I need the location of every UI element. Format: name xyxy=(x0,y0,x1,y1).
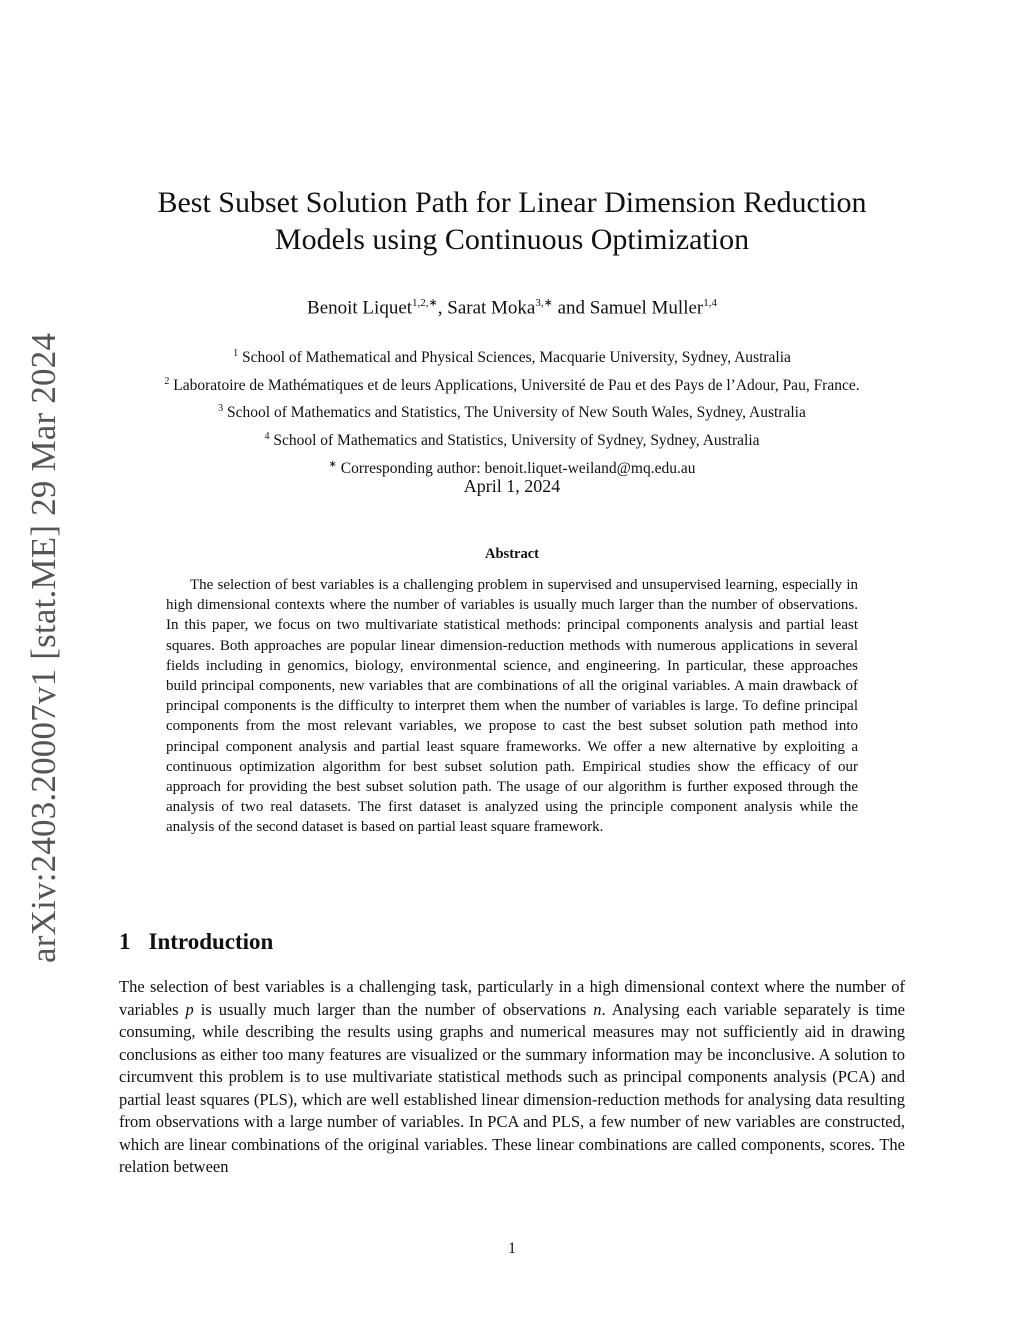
title-line-1: Best Subset Solution Path for Linear Dimension Reduction xyxy=(157,186,867,219)
intro-text: The selection of best variables is a challenging task, particularly in a high dimensional context where the number of variables xyxy=(119,977,905,1019)
author-affil-mark: 3,∗ xyxy=(535,297,553,309)
abstract-body: The selection of best variables is a challenging problem in supervised and unsupervised learning, especially in high dimensional contexts where the number of variables is usually much larger than the number of observations. In this paper, we focus on two multivariate statistical methods: principal components analysis and partial least squares. Both approaches are popular linear dimension-reduction methods with numerous applications in several fields including in genomics, biology, environmental science, and engineering. In particular, these approaches build principal components, new variables that are combinations of all the original variables. A main drawback of principal components is the difficulty to interpret them when the number of variables is large. To define principal components from the most relevant variables, we propose to cast the best subset solution path method into principal component analysis and partial least square frameworks. We offer a new alternative by exploiting a continuous optimization algorithm for best subset solution path. Empirical studies show the efficacy of our approach for providing the best subset solution path. The usage of our algorithm is further exposed through the analysis of two real datasets. The first dataset is analyzed using the principle component analysis while the analysis of the second dataset is based on partial least square framework. xyxy=(166,577,858,836)
affiliation-mark: 3 xyxy=(218,403,224,415)
arxiv-identifier: arXiv:2403.20007v1 [stat.ME] 29 Mar 2024 xyxy=(24,332,63,964)
section-heading xyxy=(119,929,273,955)
intro-text: is usually much larger than the number of observations xyxy=(193,999,594,1019)
affiliation-mark: 1 xyxy=(233,348,239,359)
section-title: Introduction xyxy=(148,929,274,954)
affiliation-list xyxy=(60,342,964,480)
author-separator: , xyxy=(437,297,448,319)
publication-date: April 1, 2024 xyxy=(463,476,561,496)
affiliation-text: Corresponding author: benoit.liquet-weiland@mq.edu.au xyxy=(336,459,696,477)
affiliation-line xyxy=(60,370,964,398)
intro-text: . Analysing each variable separately is time consuming, while describing the results using graphs and numerical measures may not sufficiently aid in drawing conclusions as either too many features are visualized or the summary information may be inconclusive. A solution to circumvent this problem is to use multivariate statistical methods such as principal components analysis (PCA) and partial least squares (PLS), which are well established linear dimension-reduction methods for analysing data resulting from observations with a large number of variables. In PCA and PLS, a few number of new variables are constructed, which are linear combinations of the original variables. These linear combinations are called components, scores. The relation between xyxy=(119,999,906,1176)
affiliation-line xyxy=(60,397,964,425)
affiliation-text: School of Mathematics and Statistics, University of Sydney, Sydney, Australia xyxy=(269,432,760,450)
paper-title xyxy=(100,184,924,258)
author-name: Samuel Muller xyxy=(589,297,704,319)
affiliation-text: School of Mathematical and Physical Sciences, Macquarie University, Sydney, Australia xyxy=(238,349,791,367)
title-line-2: Models using Continuous Optimization xyxy=(274,223,750,256)
affiliation-line xyxy=(60,342,964,370)
math-variable-p: p xyxy=(185,999,194,1019)
author-separator: and xyxy=(552,297,590,319)
math-variable-n: n xyxy=(593,999,602,1019)
author-name: Sarat Moka xyxy=(447,297,536,319)
author-name: Benoit Liquet xyxy=(307,297,413,319)
affiliation-mark: 4 xyxy=(264,430,270,442)
section-number: 1 xyxy=(119,929,131,954)
affiliation-mark: ∗ xyxy=(328,458,337,470)
affiliation-text: School of Mathematics and Statistics, The University of New South Wales, Sydney, Australia xyxy=(223,404,806,422)
affiliation-line xyxy=(60,425,964,453)
author-affil-mark: 1,4 xyxy=(703,297,717,309)
affiliation-text: Laboratoire de Mathématiques et de leurs Applications, Université de Pau et des Pays de l’Adour, Pau, France. xyxy=(169,376,860,394)
author-list xyxy=(100,290,924,321)
author-affil-mark: 1,2,∗ xyxy=(412,297,438,309)
introduction-paragraph xyxy=(119,976,905,1179)
abstract-heading: Abstract xyxy=(485,546,539,562)
affiliation-mark: 2 xyxy=(164,375,170,387)
page-number: 1 xyxy=(508,1240,516,1257)
